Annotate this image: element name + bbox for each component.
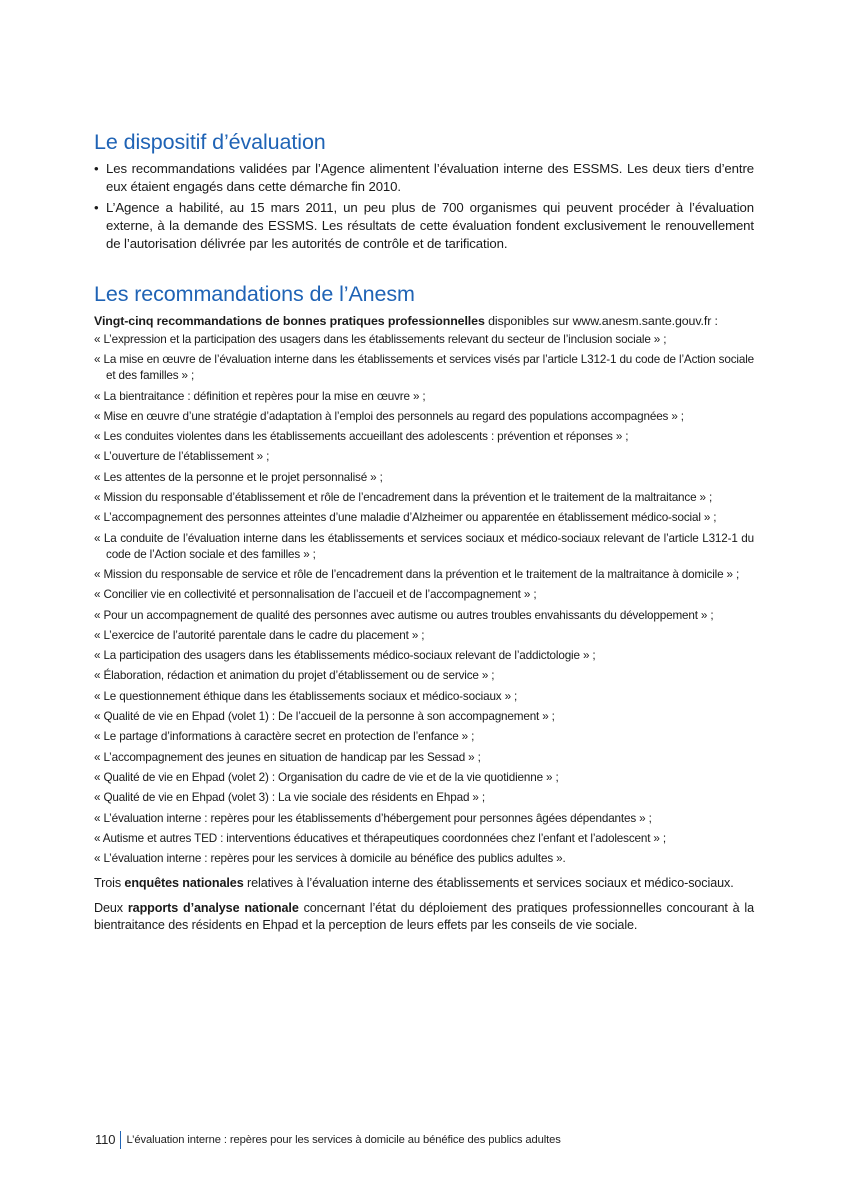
recommendation-item: « La bientraitance : définition et repères pour la mise en œuvre » ; — [94, 389, 426, 403]
recommendation-item: « Mission du responsable de service et rôle de l’encadrement dans la prévention et le traitement de la maltraitance à domicile » ; — [94, 567, 740, 581]
page-content — [94, 128, 754, 934]
bullet-text: Les recommandations validées par l’Agence alimentent l’évaluation interne des ESSMS. Les deux tiers d’entre eux étaient engagés dans cette démarche fin 2010. — [106, 161, 754, 194]
section-title-dispositif: Le dispositif d’évaluation — [94, 130, 326, 154]
bullet-icon: • — [94, 200, 99, 215]
recommendation-item: « Le questionnement éthique dans les établissements sociaux et médico-sociaux » ; — [94, 689, 518, 703]
dispositif-bullet-list — [94, 160, 754, 253]
intro-rest: disponibles sur www.anesm.sante.gouv.fr : — [484, 314, 718, 328]
paragraph-rapports — [94, 900, 754, 934]
recommendation-item: « Qualité de vie en Ehpad (volet 3) : La vie sociale des résidents en Ehpad » ; — [94, 791, 485, 805]
page-number: 110 — [95, 1131, 121, 1149]
section-title-recommandations: Les recommandations de l’Anesm — [94, 282, 415, 306]
page-footer — [95, 1131, 561, 1149]
recommendation-item: « Les attentes de la personne et le projet personnalisé » ; — [94, 470, 383, 484]
recommendation-item: « L’évaluation interne : repères pour les établissements d’hébergement pour personnes âgées dépendantes » ; — [94, 811, 652, 825]
recommendations-intro — [94, 313, 754, 330]
recommendation-item: « Concilier vie en collectivité et personnalisation de l’accueil et de l’accompagnement » ; — [94, 588, 537, 602]
para2-bold: rapports d’analyse nationale — [127, 901, 299, 916]
recommendation-item: « Pour un accompagnement de qualité des personnes avec autisme ou autres troubles envahissants du développement » ; — [94, 608, 714, 622]
recommendation-item: « L’accompagnement des jeunes en situation de handicap par les Sessad » ; — [94, 750, 481, 764]
para2-post: concernant l’état du déploiement des pratiques professionnelles concourant à la bientraitance des résidents en Ehpad et la perception de leurs effets par les conseils de vie sociale. — [94, 901, 755, 933]
recommendation-item: « La conduite de l’évaluation interne dans les établissements et services sociaux et médico-sociaux relevant de l’article L312-1 du code de l’Action sociale et des familles » ; — [94, 531, 754, 561]
footer-text: L’évaluation interne : repères pour les services à domicile au bénéfice des publics adultes — [126, 1134, 561, 1146]
recommendation-item: « Élaboration, rédaction et animation du projet d’établissement ou de service » ; — [94, 669, 495, 683]
bullet-text: L’Agence a habilité, au 15 mars 2011, un peu plus de 700 organismes qui peuvent procéder à l’évaluation externe, à la demande des ESSMS. Les résultats de cette évaluation fondent exclusivement le renouvellement de l’autorisation délivrée par les autorités de contrôle et de tarification. — [106, 200, 754, 251]
recommendation-item: « Autisme et autres TED : interventions éducatives et thérapeutiques coordonnées chez l’enfant et l’adolescent » ; — [94, 831, 666, 845]
recommendation-item: « La mise en œuvre de l’évaluation interne dans les établissements et services visés par l’article L312-1 du code de l’Action sociale et des familles » ; — [94, 353, 754, 383]
para1-bold: enquêtes nationales — [124, 876, 244, 891]
recommendation-item: « L’exercice de l’autorité parentale dans le cadre du placement » ; — [94, 628, 425, 642]
bullet-item — [94, 199, 754, 253]
recommendation-item: « L’expression et la participation des usagers dans les établissements relevant du secteur de l’inclusion sociale » ; — [94, 333, 667, 346]
recommendation-item: « Mission du responsable d’établissement et rôle de l’encadrement dans la prévention et le traitement de la maltraitance » ; — [94, 491, 713, 505]
recommendation-item: « L’évaluation interne : repères pour les services à domicile au bénéfice des publics adultes ». — [94, 852, 566, 866]
para1-pre: Trois — [94, 876, 125, 891]
bullet-icon: • — [94, 161, 99, 176]
para1-post: relatives à l’évaluation interne des établissements et services sociaux et médico-sociaux. — [243, 876, 734, 891]
bullet-item — [94, 160, 754, 196]
recommendation-item: « La participation des usagers dans les établissements médico-sociaux relevant de l’addictologie » ; — [94, 649, 596, 663]
paragraph-enquetes — [94, 875, 754, 892]
recommendation-item: « Mise en œuvre d’une stratégie d’adaptation à l’emploi des personnels au regard des populations accompagnées » ; — [94, 409, 684, 423]
para2-pre: Deux — [94, 901, 128, 916]
recommendation-item: « Qualité de vie en Ehpad (volet 1) : De l’accueil de la personne à son accompagnement » ; — [94, 710, 555, 724]
recommendation-item: « Les conduites violentes dans les établissements accueillant des adolescents : prévention et réponses » ; — [94, 430, 629, 444]
recommendations-list — [94, 332, 754, 867]
intro-bold: Vingt-cinq recommandations de bonnes pratiques professionnelles — [94, 314, 485, 328]
recommendation-item: « L’accompagnement des personnes atteintes d’une maladie d’Alzheimer ou apparentée en établissement médico-social » ; — [94, 511, 717, 525]
recommendation-item: « L’ouverture de l’établissement » ; — [94, 450, 270, 464]
recommendation-item: « Qualité de vie en Ehpad (volet 2) : Organisation du cadre de vie et de la vie quotidienne » ; — [94, 770, 559, 784]
recommendation-item: « Le partage d’informations à caractère secret en protection de l’enfance » ; — [94, 730, 475, 744]
